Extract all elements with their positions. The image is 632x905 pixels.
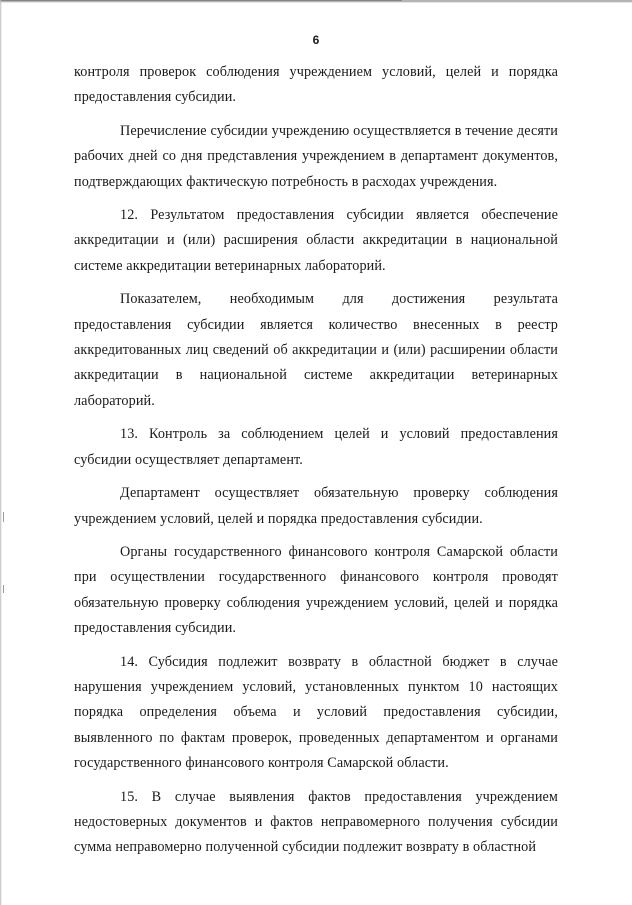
paragraph: 15. В случае выявления фактов предоставления учреждением недостоверных документов и фактов неправомерного получения субсидии сумма неправомерно полученной субсидии подлежит возврату в областной	[74, 788, 558, 856]
paragraph: 12. Результатом предоставления субсидии является обеспечение аккредитации и (или) расширения области аккредитации в национальной системе аккредитации ветеринарных лабораторий.	[74, 207, 558, 274]
paragraph: контроля проверок соблюдения учреждением условий, целей и порядка предоставления субсидии.	[74, 64, 558, 106]
page-number: 6	[312, 33, 320, 47]
paragraph: 13. Контроль за соблюдением целей и условий предоставления субсидии осуществляет департамент.	[74, 426, 558, 468]
scan-artifact-mark	[3, 512, 4, 522]
paragraph: Департамент осуществляет обязательную проверку соблюдения учреждением условий, целей и порядка предоставления субсидии.	[74, 485, 558, 527]
paragraph: 14. Субсидия подлежит возврату в областной бюджет в случае нарушения учреждением условий, установленных пунктом 10 настоящих порядка определения объема и условий предоставления субсидии, выявленного по фактам проверок, проведенных департаментом и органами государственного финансового контроля Самарской области.	[74, 653, 558, 772]
paragraph: Органы государственного финансового контроля Самарской области при осуществлении государственного финансового контроля проводят обязательную проверку соблюдения учреждением условий, целей и порядка предоставления субсидии.	[74, 543, 558, 637]
paragraph: Показателем, необходимым для достижения результата предоставления субсидии является количество внесенных в реестр аккредитованных лиц сведений об аккредитации и (или) расширении области аккредитации в национальной системе аккредитации ветеринарных лабораторий.	[74, 291, 558, 409]
scan-edge-top-right	[402, 0, 632, 2]
paragraph: Перечисление субсидии учреждению осуществляется в течение десяти рабочих дней со дня представления учреждением в департамент документов, подтверждающих фактическую потребность в расходах учреждения.	[74, 122, 558, 190]
document-body	[74, 60, 558, 869]
scan-artifact-mark	[3, 585, 4, 593]
scan-edge-left	[0, 0, 2, 905]
